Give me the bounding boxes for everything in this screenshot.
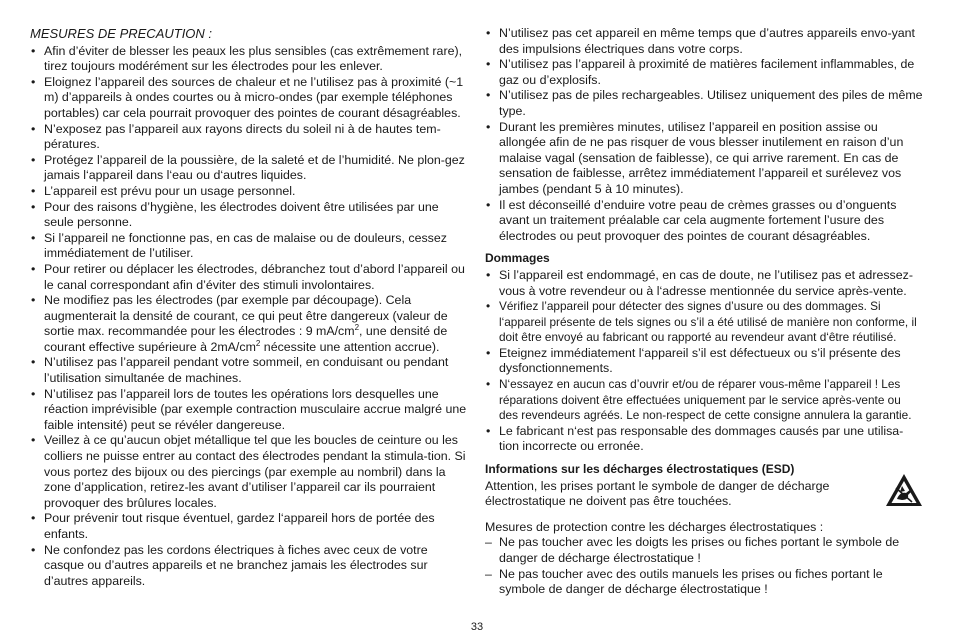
list-item: • Pour des raisons d’hygiène, les électrodes doivent être utilisées par une seule personne. <box>30 200 468 231</box>
list-item: – Ne pas toucher avec des outils manuels les prises ou fiches portant le symbole de danger de décharge électrostatique ! <box>485 567 923 598</box>
list-item: • L’appareil est prévu pour un usage personnel. <box>30 184 468 200</box>
list-item: • Protégez l’appareil de la poussière, de la saleté et de l’humidité. Ne plon-gez jamais l‘appareil dans l‘eau ou d‘autres liquides. <box>30 153 468 184</box>
modify-text-end: nécessite une attention accrue). <box>260 339 440 354</box>
modify-text-mid: , une densité de courant effective supérieure à 2mA/cm <box>44 324 448 354</box>
list-item: • Si l’appareil ne fonctionne pas, en cas de malaise ou de douleurs, cessez immédiatement de l’utiliser. <box>30 231 468 262</box>
list-item: • N‘essayez en aucun cas d’ouvrir et/ou de réparer vous-même l’appareil ! Les réparations doivent être effectuées uniquement par le service après-vente ou des revendeurs agréés. Le non-respect de cette consigne annulera la garantie. <box>485 377 923 424</box>
esd-title: Informations sur les décharges électrostatiques (ESD) <box>485 462 795 477</box>
list-item: • Eloignez l’appareil des sources de chaleur et ne l’utilisez pas à proximité (~1 m) d’appareils à ondes courtes ou à micro-ondes (par exemple téléphones portables) car cela pourrait provoquer des pointes de courant désagréables. <box>30 75 468 122</box>
dommages-list <box>485 268 923 455</box>
measures-intro: Mesures de protection contre les décharges électrostatiques : <box>485 519 824 534</box>
page-number: 33 <box>470 621 484 633</box>
list-item: • Ne confondez pas les cordons électriques à fiches avec ceux de votre casque ou d’autres appareils et ne branchez jamais les électrodes sur d’autres appareils. <box>30 543 468 590</box>
list-item: • Vérifiez l’appareil pour détecter des signes d’usure ou des dommages. Si l‘appareil présente de tels signes ou s’il a été utilisé de manière non conforme, il doit être envoyé au fabricant ou rapporté au revendeur avant d‘être réutilisé. <box>485 299 923 346</box>
measures-list <box>485 535 923 597</box>
dommages-title: Dommages <box>485 251 550 266</box>
list-item: • Durant les premières minutes, utilisez l’appareil en position assise ou allongée afin de ne pas risquer de vous blesser inutilement en raison d’un malaise vagal (sensation de faiblesse), ce qui arrive rarement. En cas de sensation de faiblesse, arrêtez immédiatement l’appareil et surélevez vos jambes (pendant 5 à 10 minutes). <box>485 120 923 198</box>
section-title: MESURES DE PRECAUTION : <box>30 26 213 41</box>
list-item: – Ne pas toucher avec les doigts les prises ou fiches portant le symbole de danger de décharge électrostatique ! <box>485 535 923 566</box>
list-item: • N’utilisez pas l’appareil lors de toutes les opérations lors desquelles une réaction imprévisible (par exemple contraction musculaire accrue malgré une faible intensité) peut se révéler dangereuse. <box>30 387 468 434</box>
esd-text: Attention, les prises portant le symbole de danger de décharge électrostatique ne doivent pas être touchées. <box>485 478 830 509</box>
precaution-list <box>30 44 468 590</box>
list-item: • Veillez à ce qu’aucun objet métallique tel que les boucles de ceinture ou les colliers ne puisse entrer au contact des électrodes pendant la stimula-tion. Si vous portez des bijoux ou des piercings (par exemple au nombril) dans la zone d’application, retirez-les avant d’utiliser l’appareil car ils pourraient provoquer des brûlures locales. <box>30 433 468 511</box>
list-item: • Eteignez immédiatement l‘appareil s’il est défectueux ou s’il présente des dysfonctionnements. <box>485 346 923 377</box>
list-item: • N’utilisez pas l’appareil pendant votre sommeil, en conduisant ou pendant l’utilisation simultanée de machines. <box>30 355 468 386</box>
list-item: • N’utilisez pas cet appareil en même temps que d’autres appareils envo-yant des impulsions électriques dans votre corps. <box>485 26 923 57</box>
list-item: • Si l’appareil est endommagé, en cas de doute, ne l’utilisez pas et adressez-vous à votre revendeur ou à l‘adresse mentionnée du service après-vente. <box>485 268 923 299</box>
list-item: • N’utilisez pas l’appareil à proximité de matières facilement inflammables, de gaz ou d’explosifs. <box>485 57 923 88</box>
superscript: 2 <box>354 323 360 333</box>
right-column <box>485 26 923 598</box>
precaution-list-continued <box>485 26 923 244</box>
list-item: • Pour retirer ou déplacer les électrodes, débranchez tout d’abord l’appareil ou le canal correspondant afin d’éviter des stimuli involontaires. <box>30 262 468 293</box>
list-item: • N’utilisez pas de piles rechargeables. Utilisez uniquement des piles de même type. <box>485 88 923 119</box>
list-item: • Afin d’éviter de blesser les peaux les plus sensibles (cas extrêmement rare), tirez toujours modérément sur les électrodes pour les enlever. <box>30 44 468 75</box>
modify-text-start: Ne modifiez pas les électrodes (par exemple par découpage). Cela augmenterait la densité de courant, ce qui peut être dangereux (valeur de sortie max. recommandée pour les électrodes : 9 mA/cm <box>44 293 448 339</box>
list-item-electrode-modification <box>30 293 468 355</box>
superscript: 2 <box>255 338 261 348</box>
list-item: • N’exposez pas l’appareil aux rayons directs du soleil ni à de hautes tem-pératures. <box>30 122 468 153</box>
esd-section <box>485 462 923 510</box>
left-column <box>30 26 468 589</box>
list-item: • Le fabricant n‘est pas responsable des dommages causés par une utilisa-tion incorrecte ou erronée. <box>485 424 923 455</box>
list-item: • Pour prévenir tout risque éventuel, gardez l‘appareil hors de portée des enfants. <box>30 511 468 542</box>
esd-warning-icon <box>884 472 924 508</box>
list-item: • Il est déconseillé d’enduire votre peau de crèmes grasses ou d’onguents avant un traitement préalable car cela augmente fortement l’usure des électrodes ou peut provoquer des pointes de courant désagréables. <box>485 198 923 245</box>
